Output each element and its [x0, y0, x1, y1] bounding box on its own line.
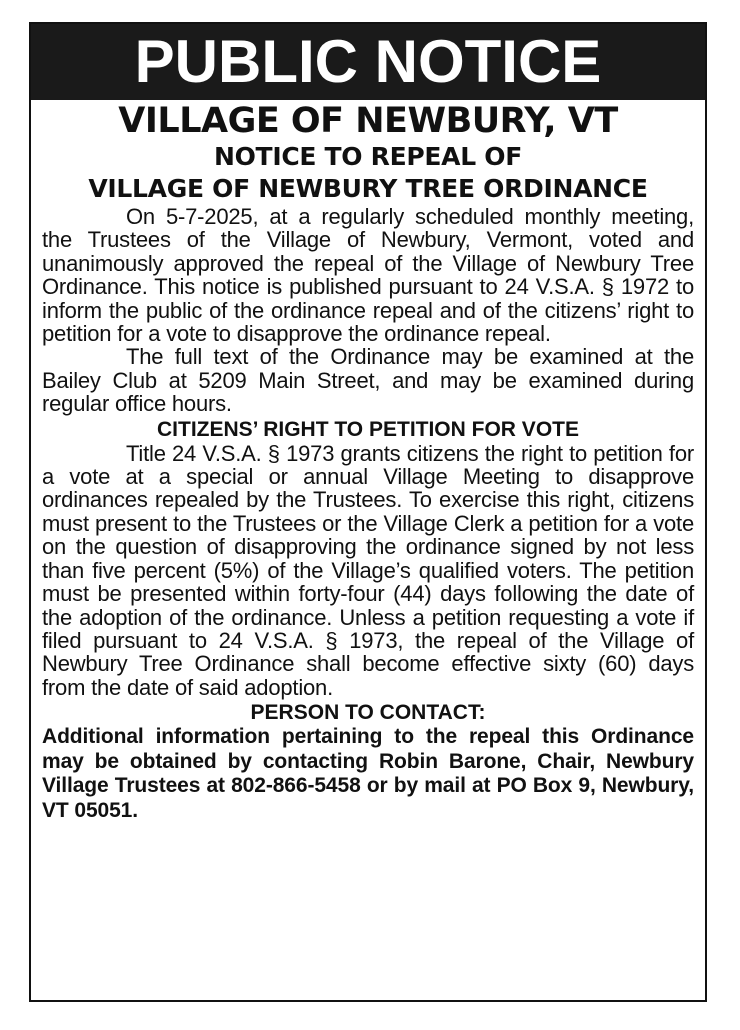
notice-content	[31, 101, 705, 823]
village-heading: VILLAGE OF NEWBURY, VT	[118, 101, 618, 141]
petition-section-heading: CITIZENS’ RIGHT TO PETITION FOR VOTE	[157, 417, 579, 441]
public-notice	[29, 22, 707, 1002]
notice-subheading-line1: NOTICE TO REPEAL OF	[213, 142, 522, 171]
repeal-announcement-paragraph: On 5-7-2025, at a regularly scheduled monthly meeting, the Trustees of the Village of Newbury, Vermont, voted and unanimously approved the repeal of the Village of Newbury Tree Ordinance. This notice is published pursuant to 24 V.S.A. § 1972 to inform the public of the ordinance repeal and of the citizens’ right to petition for a vote to disapprove the ordinance repeal.	[42, 204, 694, 347]
petition-section-paragraph: Title 24 V.S.A. § 1973 grants citizens the right to petition for a vote at a special or annual Village Meeting to disapprove ordinances repealed by the Trustees. To exercise this right, citizens must present to the Trustees or the Village Clerk a petition for a vote on the question of disapproving the ordinance signed by not less than five percent (5%) of the Village’s qualified voters. The petition must be presented within forty-four (44) days following the date of the adoption of the ordinance. Unless a petition requesting a vote if filed pursuant to 24 V.S.A. § 1973, the repeal of the Village of Newbury Tree Ordinance shall become effective sixty (60) days from the date of said adoption.	[42, 440, 694, 700]
notice-subheading-line2: VILLAGE OF NEWBURY TREE ORDINANCE	[88, 174, 648, 203]
ordinance-examination-paragraph: The full text of the Ordinance may be examined at the Bailey Club at 5209 Main Street, and may be examined during regular office hours.	[42, 344, 694, 417]
contact-section-paragraph: Additional information pertaining to the repeal this Ordinance may be obtained by contacting Robin Barone, Chair, Newbury Village Trustees at 802-866-5458 or by mail at PO Box 9, Newbury, VT 05051.	[42, 725, 694, 822]
contact-section-heading: PERSON TO CONTACT:	[250, 701, 486, 725]
notice-banner: PUBLIC NOTICE	[31, 24, 705, 100]
